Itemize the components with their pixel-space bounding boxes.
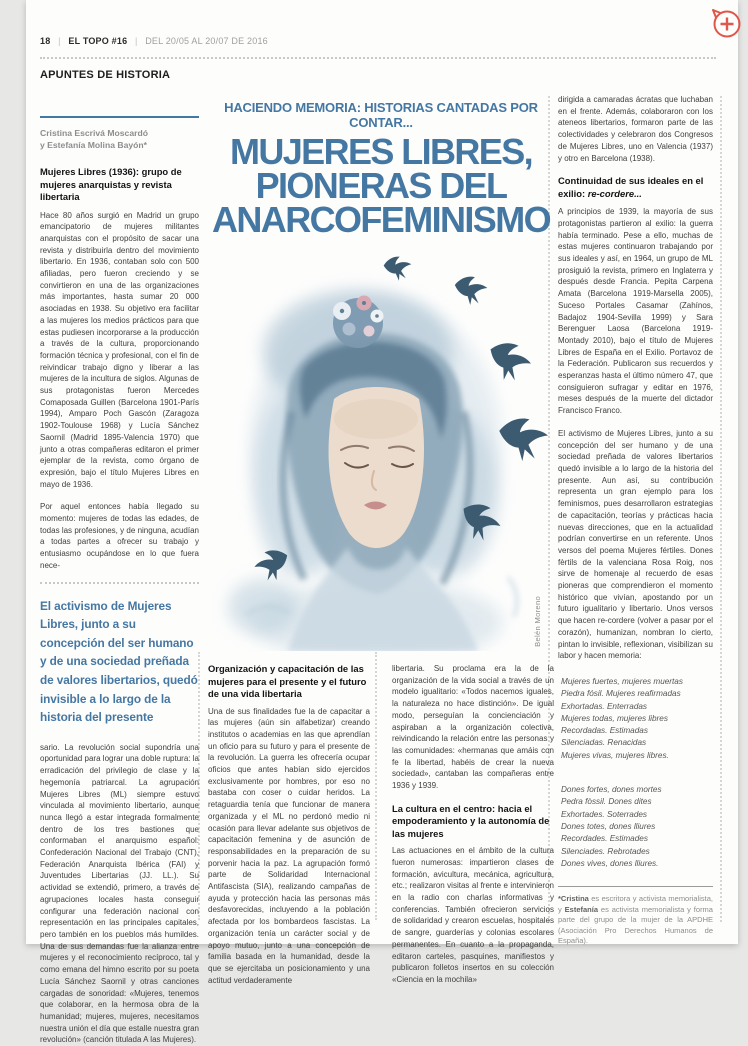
author-footnote — [558, 894, 713, 947]
article-paragraph: libertaria. Su proclama era la de la organización de la vida social a través de un modelo igualitario: «Todos nacemos iguales, la naturaleza no hace distinción». De igual modo, perseguían la concienciación y aspiraban a la organización colectiva, reivindicando la relación entre las personas y las comunidades: «hermanas que amáis con fe la libertad, habéis de crear la nueva sociedad», cantaban las compañeras entre 1936 y 1939. — [392, 664, 554, 791]
paragraph-gap — [40, 490, 199, 501]
headline-line: MUJERES LIBRES, — [229, 131, 533, 172]
subheading-text: Continuidad de sus ideales en el exilio: — [558, 175, 704, 199]
subheading: Organización y capacitación de las mujeres para el presente y el futuro de una vida libertaria — [208, 663, 367, 699]
issue-date-range: DEL 20/05 AL 20/07 DE 2016 — [145, 36, 268, 46]
subheading: La cultura en el centro: hacia el empoderamiento y la autonomía de las mujeres — [392, 802, 550, 839]
verse-line: Mujeres todas, mujeres libres — [561, 713, 668, 723]
byline-rule — [40, 116, 199, 118]
verse-line: Recordadas. Estimadas — [561, 726, 648, 736]
byline-line: Cristina Escrivá Moscardó — [40, 128, 148, 138]
dotted-rule-top — [40, 57, 716, 59]
subheading: Mujeres Libres (1936): grupo de mujeres anarquistas y revista libertaria — [40, 166, 182, 202]
header-divider: | — [134, 36, 138, 46]
headline-line: PIONERAS DEL — [255, 165, 507, 206]
feature-illustration — [208, 247, 554, 651]
footnote-rule — [558, 886, 713, 887]
article-paragraph: Por aquel entonces había llegado su momento: mujeres de todas las edades, de todas las profesiones, y de ninguna, acudían a todas partes a ofrecer su trabajo y entusiasmo ocupándose en lo que fuera nece- — [40, 502, 199, 570]
subheading — [558, 175, 713, 200]
center-feature — [208, 96, 554, 986]
footnote-author-name: *Cristina — [558, 894, 589, 904]
page — [26, 0, 738, 1045]
verse-line: Mujeres fuertes, mujeres muertas — [561, 676, 683, 686]
poem-verses-spanish — [561, 676, 713, 762]
section-title: APUNTES DE HISTORIA — [40, 69, 171, 81]
verse-line: Exhortadas. Enterradas — [561, 701, 648, 711]
paragraph-gap — [558, 417, 713, 428]
poem-verses-catalan — [561, 784, 713, 870]
verse-line: Recordades. Estimades — [561, 834, 648, 844]
column-3 — [392, 663, 554, 986]
header-divider: | — [58, 36, 61, 46]
kicker: HACIENDO MEMORIA: HISTORIAS CANTADAS POR CONTAR... — [224, 100, 538, 130]
masthead: EL TOPO #16 — [68, 36, 128, 46]
verse-line: Silenciadas. Renacidas — [561, 738, 647, 748]
article-paragraph: A principios de 1939, la mayoría de sus protagonistas partieron al exilio: la guerra había terminado. Pese a ello, muchas de estas mujeres continuaron trabajando por sus ideales y así, en 1964, un grupo de ML prosiguió la revista, primero en Inglaterra y después desde Francia. Pepita Carpena Amata (Barcelona 1919-Marsella 2005), Suceso Portales Casamar (Zahínos, Badajoz 1904-Sevilla 1999) y Sara Berenguer Laosa (Barcelona 1919-Montady 2010), bajo el título de Mujeres Libres de España en el Exilio. Portavoz de la Federación. Publicaron sus recuerdos y esperanzas hasta el último número 47, que consiguieron sufragar y editar en 1976, meses después de la muerte del dictador Francisco Franco. — [558, 207, 713, 416]
article-paragraph: Hace 80 años surgió en Madrid un grupo emancipatorio de mujeres militantes anarquistas con el propósito de sacar una revista y distribuirla dentro del movimiento libertario. En 1936, contaban solo con 500 afiliadas, pero fueron creciendo y se convirtieron en una de las organizaciones más importantes, hasta sumar 20 000 asociadas en 1938. Su objetivo era facilitar a las mujeres los medios prácticos para que estas pudiesen incorporarse a la producción a través de la cultura, proporcionando formación técnica y profesional, con el fin de reivindicar trabajo digno y liberar a las mujeres de la incultura de siglos. Algunas de sus protagonistas fueron Mercedes Comaposada Guillen (Barcelona 1901-París 1994), Amparo Poch Gascón (Zaragoza 1902-Toulouse 1968) y Lucía Sánchez Saornil (Madrid 1895-Valencia 1970) que junto a otras compañeras editaron el primer ejemplar de la revista, como órgano de expresión, bajo el título Mujeres Libres en mayo de 1936. — [40, 210, 199, 489]
footnote-text: es escritora y activista memorialista, y — [558, 894, 713, 914]
article-paragraph: sario. La revolución social supondría una oportunidad para lograr una doble ruptura: la erradicación del privilegio de clase y la hegemonía patriarcal. La agrupación Mujeres Libres (ML) siempre estuvo vinculada al movimiento libertario, aunque nunca llegó a estar integrada formalmente dentro de los tres bastiones que conformaban el anarquismo español: Confederación Nacional del Trabajo (CNT), Federación Anarquista Ibérica (FAI) y Juventudes Libertarias (JJ. LL.). Su actividad se extendió, primero, a través de agrupaciones locales hasta conseguir configurar una federación nacional con representación en las principales capitales, pero también en los pueblos más humildes. Una de sus demandas fue la alianza entre mujeres y el reconocimiento recíproco, tal y como emana del himno escrito por su poeta Lucía Sánchez Saornil y otras canciones cargadas de sonoridad: «Mujeres, tenemos que colaborar, en la hermosa obra de la humanidad; mujeres, mujeres, necesitamos nuestra unión el día que estalle nuestra gran revolución» (canción titulada A las Mujeres). — [40, 742, 199, 1045]
headline-line: ANARCOFEMINISMO — [212, 199, 550, 240]
page-number: 18 — [40, 36, 51, 46]
verse-line: Piedra fósil. Mujeres reafirmadas — [561, 689, 681, 699]
article-paragraph: Una de sus finalidades fue la de capacitar a las mujeres (aún sin alfabetizar) creando institutos o academias en las que aprendían un oficio para su futuro y para el presente de la revolución. La guerra les ofrecería ocupar oficios que antes habían sido ejercidos exclusivamente por hombres, por eso no bastaba con coser o cuidar heridos. La retaguardia tenía que funcionar de manera organizada y el ML no perdonó medio ni ocasión para llevar adelante sus objetivos de capacitación femenina y de asunción de responsabilidades en la preparación de su porvenir hacia la paz. La agrupación formó parte de Solidaridad Internacional Antifascista (SIA), realizando campañas de ayuda y protección hacia las personas más desfavorecidas, incluyendo a la población afectada por los bombardeos fascistas. La organización tenía un carácter social y de apoyo mutuo, junto a una concepción de familia basada en la humanidad, desde la que se ejercitaba un posicionamiento y una actitud verdaderamente — [208, 706, 370, 985]
center-text-columns — [208, 663, 554, 986]
verse-line: Pedra fòssil. Dones dites — [561, 797, 652, 807]
watercolor-woman-with-birds-illustration — [208, 247, 554, 651]
verse-line: Exhortades. Soterrades — [561, 809, 648, 819]
footnote-author-name: Estefanía — [564, 904, 599, 914]
byline-line: y Estefanía Molina Bayón* — [40, 140, 147, 150]
article-paragraph: El activismo de Mujeres Libres, junto a su concepción del ser humano y de una sociedad preñada de valores libertarios quedó invisible a lo largo de la historia del presente. Aun así, su contribución representa un gran ejemplo para los feminismos, pues desarrollaron estrategias de capacitación, teorías y prácticas hacia nuevas direcciones, que en la actualidad podrían convertirse en un referente. Unos versos del poema Mujeres fértiles. Dones fèrtils de la valenciana Rosa Roig, nos sirve de homenaje al recuerdo de esas pioneras que comprendieron el momento histórico que vivían, apostando por un futuro igualitario y libertario. Unos versos que hacen re-cordere (volver a pasar por el corazón), humanizan, nombran lo cierto, pintan lo invisible, reflexionan, visibilizan su labor y hacen memoria: — [558, 428, 713, 661]
left-column — [40, 116, 199, 1046]
main-headline — [208, 131, 554, 240]
page-header — [40, 36, 268, 46]
verse-line: Mujeres vivas, mujeres libres. — [561, 750, 669, 760]
verse-line: Dones fortes, dones mortes — [561, 785, 662, 795]
verse-line: Dones vives, dones lliures. — [561, 858, 659, 868]
footnote-text: es activista memorialista y forma parte del grupo de la mujer de la APDHE (Asociación Pro Derechos Humanos de España). — [558, 904, 713, 946]
right-column — [558, 94, 713, 947]
dotted-separator — [40, 582, 199, 584]
verse-line: Dones totes, dones lliures — [561, 821, 656, 831]
article-paragraph: Las actuaciones en el ámbito de la cultura fueron numerosas: impartieron clases de formación, avicultura, mecánica, agricultura, etc.; realizaron visitas al frente e intervinieron en la radio con charlas informativas y conferencias. También ofrecieron servicios de solidaridad y crearon escuelas, hospitales de sangre, guarderías y colonias escolares permanentes. En cuanto a la propaganda, editaron carteles, pasquines, manifiestos y publicaron folletos insertos en su colección «Ciencia en la mochila» — [392, 846, 554, 984]
byline — [40, 127, 199, 151]
column-divider — [720, 96, 722, 922]
verse-line: Silenciades. Rebrotades — [561, 846, 650, 856]
pull-quote: El activismo de Mujeres Libres, junto a su concepción del ser humano y de una sociedad preñada de valores libertarios, quedó invisible a lo largo de la historia del presente — [40, 598, 198, 725]
column-2 — [208, 663, 370, 986]
subheading-italic: re-cordere... — [587, 187, 642, 199]
plus-circle-icon — [710, 7, 742, 39]
illustration-credit: Belén Moreno — [533, 596, 542, 647]
article-paragraph: dirigida a camaradas ácratas que luchaban en el frente. Además, colaboraron con los ateneos libertarios, formaron parte de las colectividades y celebraron dos Congresos de Mujeres Libres, uno en Valencia (1937) y otro en Barcelona (1938). — [558, 95, 713, 163]
